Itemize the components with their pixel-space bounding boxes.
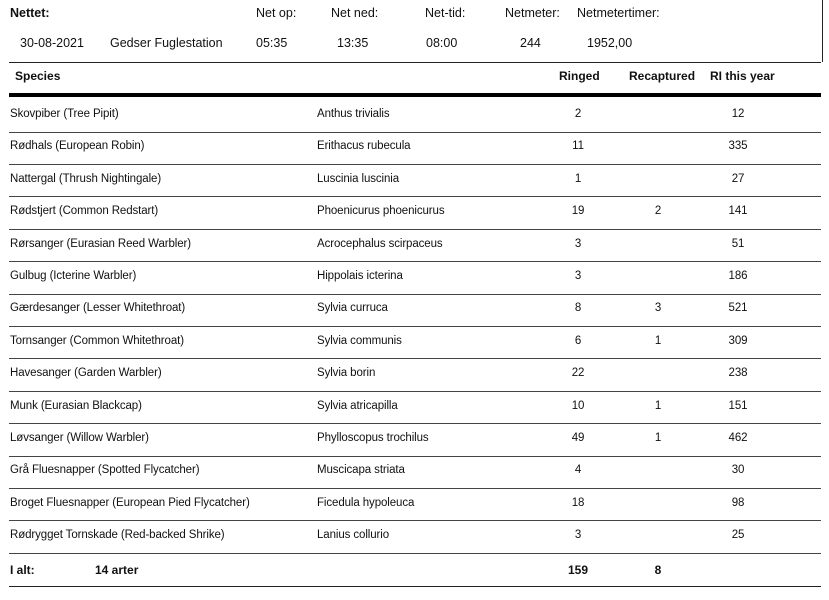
row-divider <box>9 423 821 424</box>
net-up-label: Net op: <box>256 6 297 20</box>
species-name: Rødstjert (Common Redstart) <box>10 205 159 218</box>
ri-this-year-count: 98 <box>731 496 745 509</box>
species-name: Rødhals (European Robin) <box>10 140 145 153</box>
species-name: Gærdesanger (Lesser Whitethroat) <box>10 302 186 315</box>
ri-this-year-count: 27 <box>731 172 745 185</box>
species-latin-name: Phoenicurus phoenicurus <box>317 205 445 218</box>
species-latin-name: Lanius collurio <box>317 529 390 542</box>
row-divider <box>9 456 821 457</box>
species-latin-name: Erithacus rubecula <box>317 140 411 153</box>
species-name: Broget Fluesnapper (European Pied Flycatcher) <box>10 496 250 509</box>
net-meters-label: Netmeter: <box>505 6 560 20</box>
ringed-count: 49 <box>571 432 585 444</box>
ringed-count: 10 <box>571 399 585 412</box>
row-divider <box>9 391 821 392</box>
ringed-count: 3 <box>574 270 582 282</box>
net-meter-hours-value: 1952,00 <box>587 36 633 50</box>
ringed-count: 18 <box>571 496 585 509</box>
species-name: Løvsanger (Willow Warbler) <box>10 432 149 444</box>
header-divider <box>9 62 821 63</box>
row-divider <box>9 164 821 165</box>
col-header-ringed: Ringed <box>559 69 600 83</box>
ri-this-year-count: 151 <box>728 399 748 412</box>
ri-this-year-count: 25 <box>731 529 745 542</box>
row-divider <box>9 358 821 359</box>
row-divider <box>9 553 821 554</box>
row-divider <box>9 326 821 327</box>
species-latin-name: Hippolais icterina <box>317 270 403 282</box>
row-divider <box>9 294 821 295</box>
ri-this-year-count: 462 <box>728 432 748 444</box>
ringed-count: 19 <box>571 205 585 218</box>
ringed-count: 1 <box>574 172 582 185</box>
total-recaptured: 8 <box>654 563 662 577</box>
total-bottom-rule <box>9 586 821 587</box>
net-meters-value: 244 <box>520 36 541 50</box>
col-header-species: Species <box>15 69 61 83</box>
species-name: Skovpiber (Tree Pipit) <box>10 108 119 120</box>
col-header-ri-this-year: RI this year <box>710 69 775 83</box>
ri-this-year-count: 521 <box>728 302 748 315</box>
total-label: I alt: <box>10 563 35 577</box>
recaptured-count: 3 <box>654 302 662 315</box>
row-divider <box>9 196 821 197</box>
ringed-count: 3 <box>574 529 582 542</box>
species-name: Rødrygget Tornskade (Red-backed Shrike) <box>10 529 225 542</box>
species-name: Tornsanger (Common Whitethroat) <box>10 334 184 347</box>
net-section-label: Nettet: <box>10 6 50 20</box>
species-latin-name: Ficedula hypoleuca <box>317 496 415 509</box>
ringed-count: 4 <box>574 464 582 477</box>
species-name: Rørsanger (Eurasian Reed Warbler) <box>10 237 191 250</box>
row-divider <box>9 520 821 521</box>
total-ringed: 159 <box>567 563 589 577</box>
recaptured-count: 1 <box>654 399 662 412</box>
ri-this-year-count: 335 <box>728 140 748 153</box>
row-divider <box>9 261 821 262</box>
species-name: Gulbug (Icterine Warbler) <box>10 270 137 282</box>
species-latin-name: Sylvia communis <box>317 334 402 347</box>
col-header-recaptured: Recaptured <box>629 69 696 83</box>
row-divider <box>9 488 821 489</box>
table-header-rule <box>9 93 821 97</box>
ringed-count: 8 <box>574 302 582 315</box>
species-latin-name: Sylvia curruca <box>317 302 388 315</box>
ri-this-year-count: 51 <box>731 237 745 250</box>
species-latin-name: Anthus trivialis <box>317 108 390 120</box>
station-name: Gedser Fuglestation <box>110 36 223 50</box>
net-up-value: 05:35 <box>256 36 288 50</box>
date-value: 30-08-2021 <box>20 36 84 50</box>
ri-this-year-count: 238 <box>728 367 748 380</box>
header-right-border <box>822 0 823 62</box>
species-latin-name: Sylvia borin <box>317 367 376 380</box>
species-name: Grå Fluesnapper (Spotted Flycatcher) <box>10 464 200 477</box>
ringed-count: 6 <box>574 334 582 347</box>
ringed-count: 2 <box>574 108 582 120</box>
ri-this-year-count: 12 <box>731 108 745 120</box>
row-divider <box>9 132 821 133</box>
ringed-count: 22 <box>571 367 585 380</box>
ringed-count: 11 <box>572 140 584 153</box>
row-divider <box>9 229 821 230</box>
species-name: Havesanger (Garden Warbler) <box>10 367 162 380</box>
net-time-label: Net-tid: <box>425 6 466 20</box>
net-down-value: 13:35 <box>337 36 369 50</box>
net-time-value: 08:00 <box>426 36 458 50</box>
ri-this-year-count: 186 <box>728 270 748 282</box>
recaptured-count: 2 <box>654 205 662 218</box>
species-latin-name: Acrocephalus scirpaceus <box>317 237 443 250</box>
species-name: Nattergal (Thrush Nightingale) <box>10 172 162 185</box>
ri-this-year-count: 30 <box>731 464 745 477</box>
total-species-count: 14 arter <box>95 563 139 577</box>
species-latin-name: Sylvia atricapilla <box>317 399 398 412</box>
species-latin-name: Phylloscopus trochilus <box>317 432 429 444</box>
net-meter-hours-label: Netmetertimer: <box>577 6 660 20</box>
ringed-count: 3 <box>574 237 582 250</box>
species-latin-name: Luscinia luscinia <box>317 172 400 185</box>
net-down-label: Net ned: <box>331 6 379 20</box>
ri-this-year-count: 309 <box>728 334 748 347</box>
recaptured-count: 1 <box>654 334 662 347</box>
species-name: Munk (Eurasian Blackcap) <box>10 399 142 412</box>
ri-this-year-count: 141 <box>728 205 748 218</box>
recaptured-count: 1 <box>654 432 662 444</box>
species-latin-name: Muscicapa striata <box>317 464 405 477</box>
